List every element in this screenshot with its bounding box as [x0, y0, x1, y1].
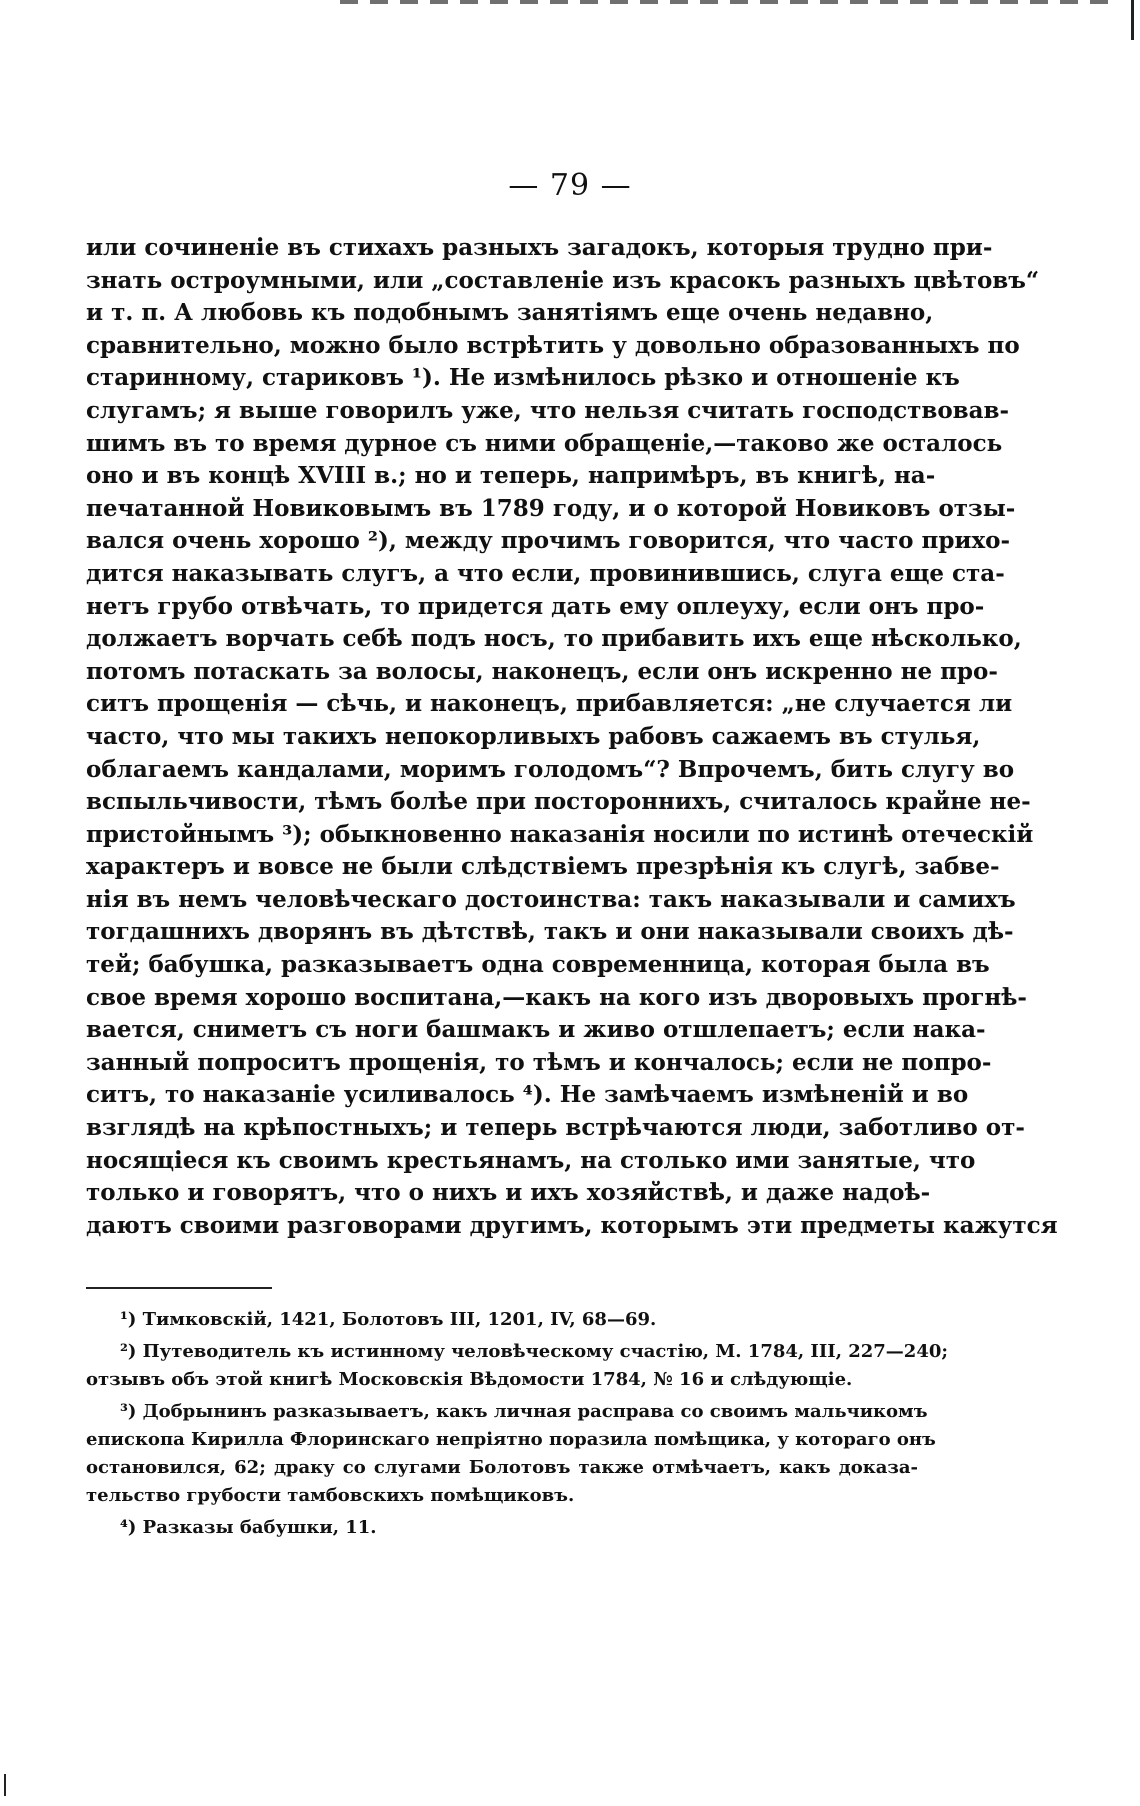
body-line: ситъ прощенія — сѣчь, и наконецъ, прибавляется: „не случается ли — [86, 690, 1013, 718]
body-line: потомъ потаскать за волосы, наконецъ, если онъ искренно не про- — [86, 657, 998, 685]
body-line: ситъ, то наказаніе усиливалось ⁴). Не замѣчаемъ измѣненій и во — [86, 1081, 969, 1109]
footnote-line: отзывъ объ этой книгѣ Московскія Вѣдомости 1784, № 16 и слѣдующіе. — [86, 1369, 853, 1390]
footnote-line: ²) Путеводитель къ истинному человѣческому счастію, М. 1784, III, 227—240; — [120, 1341, 949, 1362]
body-line: тогдашнихъ дворянъ въ дѣтствѣ, такъ и они наказывали своихъ дѣ- — [86, 918, 1014, 946]
body-line: печатанной Новиковымъ въ 1789 году, и о которой Новиковъ отзы- — [86, 494, 1016, 522]
body-line: должаетъ ворчать себѣ подъ носъ, то прибавить ихъ еще нѣсколько, — [86, 625, 1022, 653]
body-line: облагаемъ кандалами, моримъ голодомъ“? Впрочемъ, бить слугу во — [86, 755, 1015, 783]
footnotes — [86, 1306, 949, 1542]
body-line: только и говорятъ, что о нихъ и ихъ хозяйствѣ, и даже надоѣ- — [86, 1179, 931, 1207]
body-text — [86, 232, 1058, 1242]
footnote-divider — [86, 1287, 272, 1289]
body-line: носящіеся къ своимъ крестьянамъ, на столько ими занятые, что — [86, 1146, 976, 1174]
body-line: часто, что мы такихъ непокорливыхъ рабовъ сажаемъ въ стулья, — [86, 722, 981, 750]
body-line: оно и въ концѣ XVIII в.; но и теперь, напримѣръ, въ книгѣ, на- — [86, 462, 936, 490]
footnote-line: ¹) Тимковскій, 1421, Болотовъ III, 1201, IV, 68—69. — [120, 1309, 657, 1330]
footnote-line: остановился, 62; драку со слугами Болотовъ также отмѣчаетъ, какъ доказа- — [86, 1457, 918, 1478]
body-line: старинному, стариковъ ¹). Не измѣнилось рѣзко и отношеніе къ — [86, 364, 960, 392]
body-line: нія въ немъ человѣческаго достоинства: такъ наказывали и самихъ — [86, 885, 1016, 913]
scan-edge-artifact-right — [1131, 0, 1134, 40]
body-line: или сочиненіе въ стихахъ разныхъ загадокъ, которыя трудно при- — [86, 234, 993, 261]
body-line: нетъ грубо отвѣчать, то придется дать ему оплеуху, если онъ про- — [86, 592, 985, 620]
body-line: знать остроумными, или „составленіе изъ красокъ разныхъ цвѣтовъ“ — [86, 266, 1040, 294]
body-line: дится наказывать слугъ, а что если, провинившись, слуга еще ста- — [86, 559, 1005, 587]
body-line: вается, сниметъ съ ноги башмакъ и живо отшлепаетъ; если нака- — [86, 1016, 986, 1044]
footnote-line: ³) Добрынинъ разказываетъ, какъ личная расправа со своимъ мальчикомъ — [120, 1401, 928, 1422]
body-line: сравнительно, можно было встрѣтить у довольно образованныхъ по — [86, 331, 1020, 359]
footnote-line: тельство грубости тамбовскихъ помѣщиковъ. — [86, 1485, 575, 1506]
body-line: и т. п. А любовь къ подобнымъ занятіямъ еще очень недавно, — [86, 299, 934, 327]
footnote — [86, 1398, 936, 1510]
scan-corner-artifact — [4, 1774, 6, 1796]
body-line: взглядѣ на крѣпостныхъ; и теперь встрѣчаются люди, заботливо от- — [86, 1114, 1025, 1142]
page-number: — 79 — — [508, 168, 632, 203]
body-line: занный попроситъ прощенія, то тѣмъ и кончалось; если не попро- — [86, 1048, 992, 1076]
body-line: слугамъ; я выше говорилъ уже, что нельзя считать господствовав- — [86, 396, 1010, 424]
footnote-line: епископа Кирилла Флоринскаго непріятно поразила помѣщика, у котораго онъ — [86, 1429, 936, 1450]
body-line: даютъ своими разговорами другимъ, которымъ эти предметы кажутся — [86, 1211, 1058, 1239]
footnote — [86, 1514, 918, 1542]
footnote — [86, 1306, 918, 1334]
body-line: тей; бабушка, разказываетъ одна современница, которая была въ — [86, 951, 990, 979]
body-line: шимъ въ то время дурное съ ними обращеніе,—таково же осталось — [86, 429, 1003, 457]
footnote — [86, 1338, 949, 1394]
scan-edge-artifact-top — [340, 0, 1120, 4]
body-line: вспыльчивости, тѣмъ болѣе при постороннихъ, считалось крайне не- — [86, 788, 1031, 816]
body-line: вался очень хорошо ²), между прочимъ говорится, что часто прихо- — [86, 527, 1011, 555]
body-line: характеръ и вовсе не были слѣдствіемъ презрѣнія къ слугѣ, забве- — [86, 853, 1000, 881]
body-line: свое время хорошо воспитана,—какъ на кого изъ дворовыхъ прогнѣ- — [86, 983, 1027, 1011]
body-line: пристойнымъ ³); обыкновенно наказанія носили по истинѣ отеческій — [86, 820, 1034, 848]
footnote-line: ⁴) Разказы бабушки, 11. — [120, 1517, 377, 1538]
